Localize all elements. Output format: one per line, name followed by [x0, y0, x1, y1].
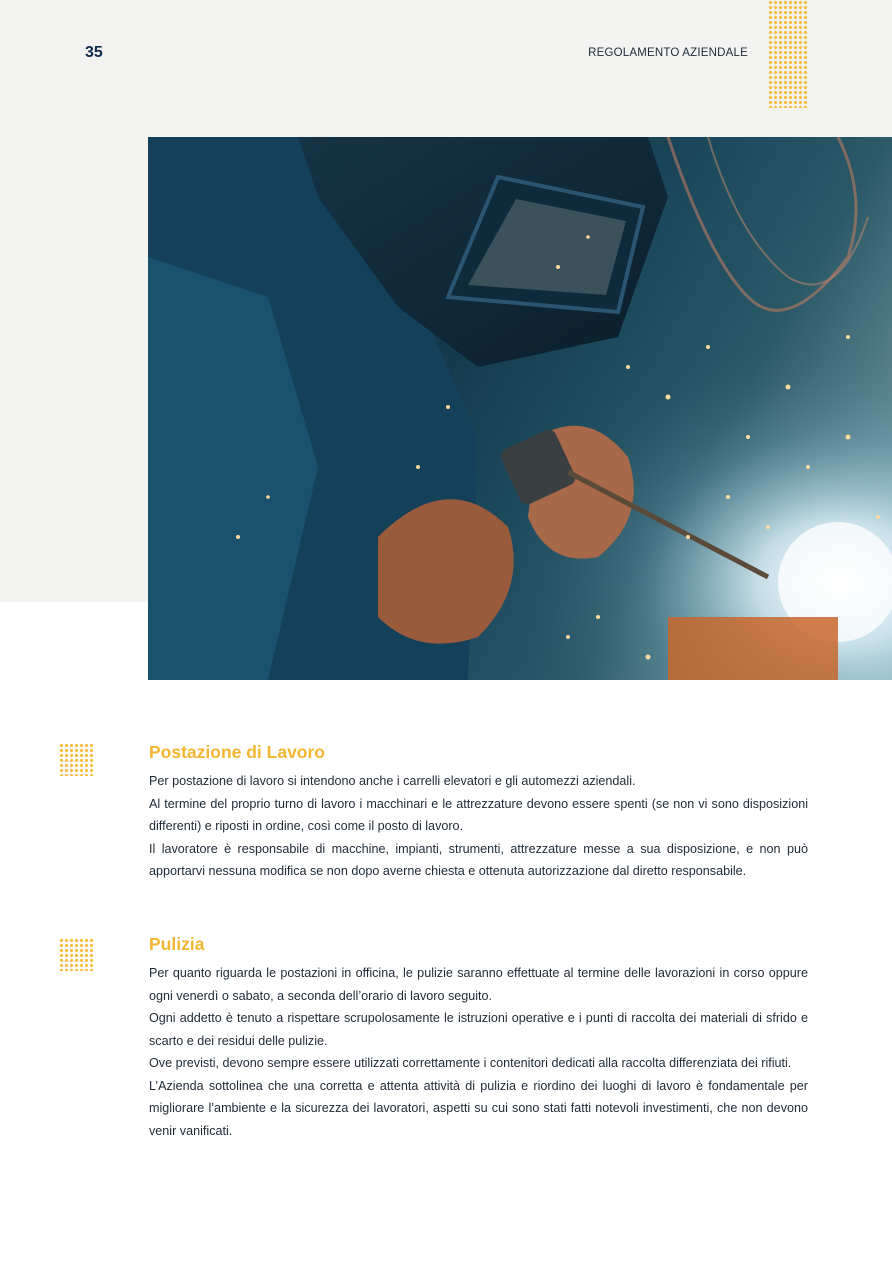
paragraph: Al termine del proprio turno di lavoro i macchinari e le attrezzature devono essere spenti (se non vi sono disposizioni differenti) e riposti in ordine, così come il posto di lavoro.	[149, 796, 808, 833]
welder-photo	[148, 137, 892, 680]
section-dot-grid-icon	[59, 743, 94, 776]
section-heading: Postazione di Lavoro	[149, 742, 325, 762]
section-dot-grid-icon	[59, 938, 94, 971]
paragraph: L’Azienda sottolinea che una corretta e attenta attività di pulizia e riordino dei luoghi di lavoro è fondamentale per migliorare l’ambiente e la sicurezza dei lavoratori, aspetti su cui sono stati fatti notevoli investimenti, che non devono venir vanificati.	[149, 1078, 808, 1138]
section-postazione-di-lavoro	[149, 741, 808, 883]
paragraph: Il lavoratore è responsabile di macchine, impianti, strumenti, attrezzature messe a sua disposizione, e non può apportarvi nessuna modifica se non dopo averne chiesta e ottenuta autorizzazione dal diretto responsabile.	[149, 841, 808, 878]
section-pulizia	[149, 933, 808, 1142]
paragraph: Per quanto riguarda le postazioni in officina, le pulizie saranno effettuate al termine delle lavorazioni in corso oppure ogni venerdì o sabato, a seconda dell’orario di lavoro seguito.	[149, 966, 808, 1003]
page-number: 35	[85, 44, 103, 61]
paragraph: Per postazione di lavoro si intendono anche i carrelli elevatori e gli automezzi aziendali.	[149, 774, 636, 788]
paragraph: Ogni addetto è tenuto a rispettare scrupolosamente le istruzioni operative e i punti di raccolta dei materiali di sfrido e scarto e dei residui delle pulizie.	[149, 1011, 808, 1048]
section-heading: Pulizia	[149, 934, 205, 954]
document-title: REGOLAMENTO AZIENDALE	[588, 47, 748, 59]
decorative-dot-grid-icon	[768, 0, 808, 108]
paragraph: Ove previsti, devono sempre essere utilizzati correttamente i contenitori dedicati alla raccolta differenziata dei rifiuti.	[149, 1056, 792, 1070]
